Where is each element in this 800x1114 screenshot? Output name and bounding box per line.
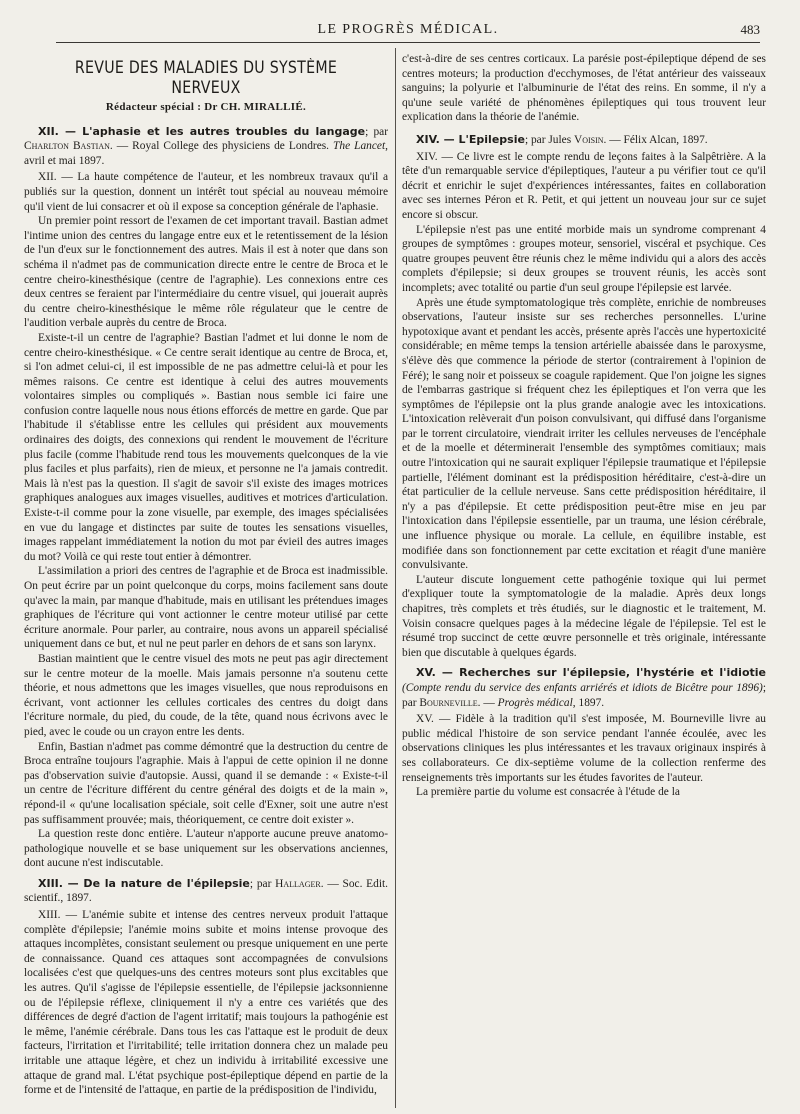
article-date: , 1897. [572, 696, 605, 709]
article-author: Voisin [573, 134, 604, 146]
paragraph: La première partie du volume est consacrée à l'étude de la [416, 786, 680, 799]
article-source: . — [477, 696, 498, 709]
right-column [402, 52, 766, 1110]
article-title: XIV. — L'Epilepsie [416, 133, 525, 146]
paragraph: XII. — La haute compétence de l'auteur, et les nombreux travaux qu'il a publiés sur la question, donnent un intérêt tout spécial au nouveau mémoire qu'il vient de lui consacrer et où il expose sa conception générale de l'aphasie. [24, 171, 388, 213]
journal-title: LE PROGRÈS MÉDICAL. [317, 22, 499, 37]
paragraph-continued: XIII. — L'anémie subite et intense des centres nerveux produit l'attaque complète d'épilepsie; l'anémie moins subite et moins intense provoque des attaques incomplètes, consistant seulement ou presque uniquement en une perte de connaissance. Quand ces attaques sont accompagnées de convulsions localisées c'est que quelques-uns des centres moteurs sont plus excitables que les autres. Qu'il s'agisse de l'épilepsie essentielle, de l'épilepsie jacksonnienne ou de l'épilepsie réflexe, cliniquement il n'y a entre ces variétés que des différences de degré d'action de l'agent irritatif; mais toujours la pathogénie est le même, l'anémie cérébrale. Dans tous les cas l'attaque est le produit de deux facteurs, l'irritation et l'irritabilité; telle irritation donnera chez un malade peu irritable une attaque légère, et chez un individu à irritabilité excessive une attaque de grand mal. L'état psychique post-épileptique dépend en partie de la forme et de l'intensité de l'attaque, en partie de la prédisposition de l'individu, [24, 909, 388, 1097]
article-author: Hallager [275, 877, 321, 890]
article-heading-xv [402, 666, 766, 710]
column-divider [395, 48, 396, 1108]
article-author: Bourneville [419, 696, 478, 709]
paragraph-continuation: c'est-à-dire de ses centres corticaux. La parésie post-épileptique dépend de ses centres moteurs; la production d'ecchymoses, de l'état antérieur des vaisseaux sanguins; la polyurie et l'albuminurie de l'état des reins. En somme, il n'y a qu'une seule variété de phénomènes épileptiques qui tous trouvent leur explication dans la théorie de l'anémie. [402, 53, 766, 124]
paragraph: XV. — Fidèle à la tradition qu'il s'est imposée, M. Bourneville livre au public médical l'histoire de son service pendant l'année écoulée, avec les observations cliniques les plus intéressantes et les travaux originaux inspirés à ses collaborateurs. Ce dix-septième volume de la collection renferme des renseignements très importants sur les études favorites de l'auteur. [402, 713, 766, 784]
article-journal: Progrès médical [497, 696, 573, 709]
article-source: . — Soc. Edit. scientif., 1897. [24, 877, 388, 905]
article-heading-xiv [402, 133, 766, 148]
article-author: Charlton Bastian [24, 140, 110, 153]
article-title: XV. — Recherches sur l'épilepsie, l'hystérie et l'idiotie [416, 666, 766, 680]
section-editor: Rédacteur spécial : Dr CH. MIRALLIÉ. [105, 101, 307, 113]
article-title: XIII. — De la nature de l'épilepsie [38, 876, 250, 890]
article-heading-xii [24, 125, 388, 169]
running-header [56, 20, 760, 43]
article-source: . — Félix Alcan, 1897. [603, 134, 708, 146]
article-date: , avril et mai 1897. [24, 140, 388, 167]
paragraph: L'assimilation a priori des centres de l'agraphie et de Broca est inadmissible. On peut écrire par un point quelconque du corps, moins facilement sans doute qu'avec la main, par manque d'habitude, mais en utilisant les prétendues images graphiques de l'écriture qui vont actionner le centre moteur utilisé par cette écriture anormale. Pour parler, au contraire, nous avons un appareil spécialisé uniquement dans ce but, et nul ne peut parler en dehors de et sans son larynx. [24, 565, 388, 651]
paragraph: Après une étude symptomatologique très complète, enrichie de nombreuses observations, l'auteur insiste sur ses recherches personnelles. L'urine hypotoxique avant et pendant les accès, présente après l'accès une hypertoxicité considérable; en même temps la tension artérielle abaissée dans le paroxysme, s'élève dès que commence la période de stertor (contrairement à l'opinion de Féré); le sang noir et poisseux se coagule rapidement. Que l'on joigne les signes de l'embarras gastrique si fréquent chez les épileptiques et l'on verra que les symptômes de l'épilepsie ont la plus grande analogie avec les intoxications. L'intoxication relèverait d'un poison convulsivant, qui diffusé dans l'organisme par le torrent circulatoire, viendrait irriter les cellules nerveuses de l'encéphale et de la moelle et déterminerait l'ensemble des symptômes comitiaux; mais outre l'intoxication qui ne saurait expliquer l'épilepsie traumatique et l'épilepsie partielle, l'élément dominant est la prédisposition héréditaire, c'est-à-dire un état particulier de la cellule nerveuse. Sans cette prédisposition héréditaire, il n'y a pas d'épilepsie. Et cette prédisposition peut-être mise en jeu par l'intoxication dans l'épilepsie essentielle, par un trauma, une lésion cérébrale, une influence physique ou morale. La cellule, en équilibre instable, est modifiée dans son fonctionnement par cette excitation et réagit d'une manière convulsivante. [402, 296, 766, 572]
text: ; par [365, 125, 388, 138]
left-column [24, 52, 388, 1110]
paragraph: L'auteur discute longuement cette pathogénie toxique qui lui permet d'expliquer toute la symptomatologie de la maladie. Après deux longs chapitres, très complets et très étudiés, sur le diagnostic et le traitement, M. Voisin consacre quelques pages à la médecine légale de l'épilepsie. Tel est le résumé trop succinct de cette œuvre personnelle et très originale, intéressante bien que discutable à quelques égards. [402, 573, 766, 659]
text: ; par [249, 877, 276, 890]
article-title: XII. — L'aphasie et les autres troubles du langage [38, 124, 366, 138]
article-heading-xiii [24, 877, 388, 906]
paragraph: Un premier point ressort de l'examen de cet important travail. Bastian admet l'intime union des centres du langage entre eux et le retentissement de la lésion de l'un d'eux sur le fonctionnement des autres. Mais il est à noter que dans son schéma il n'admet pas de communication directe entre le centre de Broca et le centre cheiro-kinesthésique (centre de l'agraphie). Les connexions entre ces deux centres se feraient par l'intermédiaire du centre visuel, qui jouerait auprès du centre cheiro-kinesthésique le même rôle régulateur que le centre de l'audition verbale auprès du centre de Broca. [24, 215, 388, 330]
paragraph: Enfin, Bastian n'admet pas comme démontré que la destruction du centre de Broca entraîne toujours l'agraphie. Mais à l'appui de cette opinion il ne donne pas d'observation suivie d'autopsie. Aussi, quand il se demande : « Existe-t-il un centre de l'écriture différent du centre général des doigts et de la main », répond-il « qu'une localisation spéciale, soit celle d'Exner, soit une autre n'est pas suffisamment prouvée; mais, théoriquement, ce centre doit exister ». [24, 740, 388, 826]
text: ; par [402, 681, 766, 709]
page-number: 483 [740, 22, 760, 37]
paragraph: XIV. — Ce livre est le compte rendu de leçons faites à la Salpêtrière. A la tête d'un remarquable service d'épileptiques, l'auteur a pu vérifier tout ce qu'il décrit et enrichir le sujet d'expériences intéressantes, faites en collaboration avec ses internes Péron et R. Petit, et qui jettent un nouveau jour sur ce sujet encore si obscur. [402, 150, 766, 221]
article-subtitle: (Compte rendu du service des enfants arriérés et idiots de Bicêtre pour 1896) [402, 681, 763, 694]
article-source: . — Royal College des physiciens de Londres. [109, 140, 334, 153]
paragraph: La question reste donc entière. L'auteur n'apporte aucune preuve anatomo-pathologique nouvelle et se base uniquement sur les observations anciennes, dont aucune n'est indiscutable. [24, 828, 388, 870]
article-journal: The Lancet [333, 140, 386, 153]
section-title: REVUE DES MALADIES DU SYSTÈME NERVEUX [74, 58, 338, 97]
paragraph: Bastian maintient que le centre visuel des mots ne peut pas agir directement sur le centre moteur de la moelle. Mais jamais personne n'a soutenu cette théorie, et nous admettons que les images visuelles, que nous reproduisons en écrivant, vont actionner les cellules corticales des centres du doigt dans l'écriture normale, du pied, du coude, de la tête, quand nous écrivons avec le pied, avec le coude ou un crayon entre les dents. [24, 652, 388, 738]
paragraph: L'épilepsie n'est pas une entité morbide mais un syndrome comprenant 4 groupes de symptômes : groupes moteur, sensoriel, viscéral et psychique. Ces quatre groupes peuvent être réunis chez le même individu qui a alors des accès complets d'épilepsie; si deux groupes se trouvent réunis, les accès sont incomplets; avec totalité ou partie d'un seul groupe l'épilepsie est larvée. [402, 223, 766, 294]
paragraph: Existe-t-il un centre de l'agraphie? Bastian l'admet et lui donne le nom de centre cheiro-kinesthésique. « Ce centre serait identique au centre de Broca, et, si l'on admet celui-ci, il est impossible de ne pas admettre celui-là et pour les mêmes raisons. Ce centre est identique à celui des autres mouvements volontaires simples ou compliqués ». Bastian nous semble ici faire une confusion contre laquelle nous nous étions efforcés de mettre en garde. Que par l'habitude il s'établisse entre les cellules qui président aux mouvements ordinaires des doigts, des connexions qui rendent le mouvement de l'écriture plus facile (comme l'habitude rend tous les mouvements quelconques de la vie plus faciles et plus parfaits), rien de mieux, et personne ne l'a jamais contredit. Mais là n'est pas la question. Il s'agit de savoir s'il existe des images motrices graphiques analogues aux images visuelles, auditives et motrices d'articulation. Existe-t-il comme pour la zone visuelle, par exemple, des images spécialisées en vue du langage et distinctes par suite de toutes les sensations visuelles, images rappelant immédiatement la notion du mot par évieil des autres images du mot? Voilà ce qui reste tout entier à démontrer. [24, 331, 388, 563]
text: ; par Jules [524, 134, 574, 146]
